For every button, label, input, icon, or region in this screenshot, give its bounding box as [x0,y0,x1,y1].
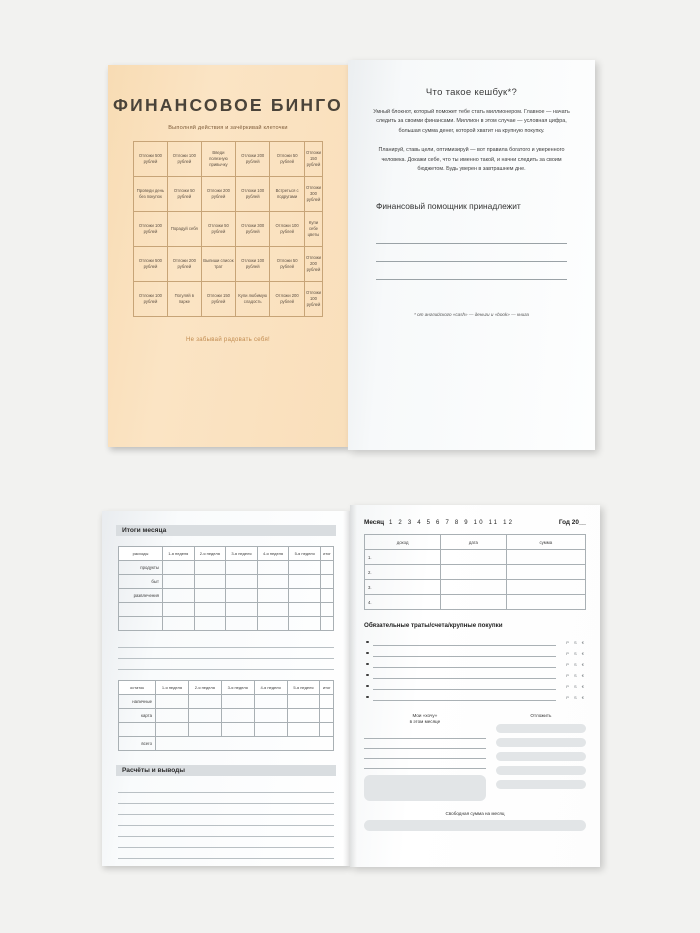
balance-col-head: 5-я неделя [287,681,320,695]
table-cell[interactable] [162,617,194,631]
table-cell[interactable] [441,580,506,595]
table-row [119,695,334,709]
table-cell[interactable] [188,695,221,709]
write-line[interactable] [373,658,557,668]
wish-line[interactable] [364,739,486,749]
expenses-col-head: 5-я неделя [289,547,321,561]
table-cell[interactable] [320,561,333,575]
table-cell[interactable] [226,575,258,589]
table-cell[interactable] [221,709,254,723]
table-row [119,737,334,751]
save-pill[interactable] [496,780,586,789]
balance-col-head: итог [320,681,334,695]
note-line[interactable] [118,815,334,826]
list-item[interactable] [364,668,586,679]
owner-label: Финансовый помощник принадлежит [376,200,521,211]
balance-row-label[interactable] [119,723,156,737]
table-cell[interactable] [156,709,189,723]
owner-line[interactable] [376,262,567,280]
table-cell[interactable] [289,617,321,631]
bingo-cell[interactable]: Погуляй в парке [167,282,201,317]
note-line[interactable] [118,804,334,815]
table-cell[interactable] [162,575,194,589]
balance-total-label: всего [119,737,156,751]
bingo-cell[interactable]: Отложи 200 рублей [236,142,270,177]
bingo-cell[interactable]: Отложи 500 рублей [134,247,168,282]
list-item[interactable] [364,679,586,690]
table-cell[interactable] [257,603,289,617]
table-cell[interactable] [320,709,334,723]
table-cell[interactable] [506,550,585,565]
income-row-label[interactable]: 3. [365,580,441,595]
save-column [496,713,586,801]
bullet-icon [366,696,369,699]
expenses-row-label[interactable] [119,603,163,617]
income-col-head: доход [365,535,441,550]
table-cell[interactable] [194,575,226,589]
table-cell[interactable] [320,603,333,617]
list-item[interactable] [364,635,586,646]
table-cell[interactable] [289,575,321,589]
table-cell[interactable] [226,561,258,575]
table-cell[interactable] [254,723,287,737]
note-line[interactable] [118,826,334,837]
income-table [364,534,586,610]
income-row-label[interactable]: 4. [365,595,441,610]
bullet-icon [366,674,369,677]
bullet-icon [366,685,369,688]
bingo-footer: Не забывай радовать себя! [185,337,271,343]
balance-row-label: карта [119,709,156,723]
expenses-row-label: быт [119,575,163,589]
wish-line[interactable] [364,759,486,769]
table-cell[interactable] [226,617,258,631]
table-cell[interactable] [226,603,258,617]
table-row [119,723,334,737]
month-label: Месяц [364,519,385,526]
table-cell[interactable] [289,589,321,603]
bingo-cell[interactable]: Отложи 500 рублей [134,142,168,177]
save-label: Отложить [530,713,552,718]
bingo-cell[interactable]: Отложи 100 рублей [134,282,168,317]
table-cell[interactable] [287,695,320,709]
save-pill[interactable] [496,752,586,761]
bingo-cell[interactable]: Отложи 200 рублей [270,282,305,317]
save-pill[interactable] [496,766,586,775]
bingo-cell[interactable]: Отложи 100 рублей [270,212,305,247]
bullet-icon [366,652,369,655]
bingo-cell[interactable]: Порадуй себя [167,212,201,247]
currency-marks: Р S € [566,651,586,656]
table-cell[interactable] [441,565,506,580]
table-cell[interactable] [156,695,189,709]
owner-line[interactable] [376,226,567,244]
left-free-lines [118,637,334,670]
income-col-head: сумма [506,535,585,550]
bullet-icon [366,641,369,644]
table-cell[interactable] [320,695,334,709]
list-item[interactable] [364,657,586,668]
table-cell[interactable] [188,709,221,723]
currency-marks: Р S € [566,662,586,667]
bingo-cell[interactable]: Отложи 200 рублей [304,247,322,282]
wish-save-row [364,713,586,801]
intro-page [348,60,595,450]
bingo-grid [133,141,323,317]
table-row [119,603,334,617]
table-cell[interactable] [162,603,194,617]
table-cell[interactable] [320,575,333,589]
bingo-cell[interactable]: Отложи 100 рублей [167,142,201,177]
table-cell[interactable] [257,617,289,631]
bingo-cell[interactable]: Отложи 50 рублей [201,212,235,247]
bingo-cell[interactable]: Встреться с подругами [270,177,305,212]
expenses-row-label: развлечения [119,589,163,603]
month-numbers[interactable]: 1 2 3 4 5 6 7 8 9 10 11 12 [389,519,515,526]
expenses-row-label[interactable] [119,617,163,631]
free-line[interactable] [118,648,334,659]
bingo-cell[interactable]: Отложи 50 рублей [270,247,305,282]
expenses-col-head: расходы [119,547,163,561]
obligatory-list [364,635,586,701]
table-cell[interactable] [194,589,226,603]
bullet-icon [366,663,369,666]
notes-band: Расчёты и выводы [116,765,336,776]
free-sum-label: Свободная сумма на месяц [445,811,505,817]
table-cell[interactable] [156,723,189,737]
table-cell[interactable] [320,617,333,631]
bingo-cell[interactable]: Купи себе цветы [304,212,322,247]
bingo-subtitle: Выполняй действия и зачёркивай клеточки [168,125,288,131]
expenses-table [118,546,334,631]
balance-col-head: 1-я неделя [156,681,189,695]
table-row [365,580,586,595]
balance-col-head: 2-я неделя [188,681,221,695]
month-summary-page [102,511,350,866]
obligatory-title: Обязательные траты/счета/крупные покупки [364,622,503,629]
list-item[interactable] [364,646,586,657]
table-cell[interactable] [441,595,506,610]
table-cell[interactable] [441,550,506,565]
table-cell[interactable] [289,561,321,575]
month-summary-band: Итоги месяца [116,525,336,536]
table-row [365,565,586,580]
balance-col-head: 4-я неделя [254,681,287,695]
owner-line[interactable] [376,244,567,262]
expenses-col-head: 4-я неделя [257,547,289,561]
bingo-cell[interactable]: Отложи 50 рублей [270,142,305,177]
table-row [119,617,334,631]
bingo-cell[interactable]: Отложи 300 рублей [236,212,270,247]
save-pill[interactable] [496,738,586,747]
currency-marks: Р S € [566,673,586,678]
bingo-cell[interactable]: Отложи 300 рублей [304,177,322,212]
expenses-col-head: 2-я неделя [194,547,226,561]
page-title: ФИНАНСОВОЕ БИНГО [113,95,343,115]
bingo-cell[interactable]: Отложи 100 рублей [304,282,322,317]
expenses-col-head: 1-я неделя [162,547,194,561]
note-line[interactable] [118,859,334,866]
note-line[interactable] [118,793,334,804]
month-header [364,519,586,526]
table-row [365,595,586,610]
month-plan-page [350,505,600,867]
wish-line[interactable] [364,749,486,759]
table-cell[interactable] [320,589,333,603]
bingo-page [108,65,348,447]
bingo-cell[interactable]: Купи любимую сладость [236,282,270,317]
free-sum-field[interactable] [364,820,586,831]
table-cell[interactable] [194,603,226,617]
year-field[interactable]: Год 20__ [558,519,586,526]
balance-col-head: остаток [119,681,156,695]
table-cell[interactable] [257,561,289,575]
table-row [119,575,334,589]
bingo-cell[interactable]: Отложи 150 рублей [304,142,322,177]
table-cell[interactable] [188,723,221,737]
bingo-cell[interactable]: Отложи 100 рублей [134,212,168,247]
save-pill[interactable] [496,724,586,733]
bingo-cell[interactable]: Отложи 200 рублей [167,247,201,282]
currency-marks: Р S € [566,640,586,645]
footnote: * от английского «cash» — деньги и «book» — книга [414,311,529,317]
balance-row-label: наличные [119,695,156,709]
spread-bottom [100,505,600,870]
table-cell[interactable] [257,575,289,589]
currency-marks: Р S € [566,684,586,689]
table-cell[interactable] [194,561,226,575]
wish-line[interactable] [364,729,486,739]
note-line[interactable] [118,837,334,848]
note-line[interactable] [118,782,334,793]
table-cell[interactable] [254,709,287,723]
spread-top [108,60,595,450]
list-item[interactable] [364,690,586,701]
table-row [119,561,334,575]
table-cell[interactable] [194,617,226,631]
table-cell[interactable] [287,723,320,737]
expenses-row-label: продукты [119,561,163,575]
wish-lines [364,729,486,769]
table-cell[interactable] [156,737,334,751]
table-cell[interactable] [162,561,194,575]
free-line[interactable] [118,659,334,670]
bingo-cell[interactable]: Отложи 100 рублей [236,247,270,282]
write-line[interactable] [373,691,557,701]
table-row [365,550,586,565]
bingo-cell[interactable]: Отложи 50 рублей [167,177,201,212]
table-cell[interactable] [226,589,258,603]
income-col-head: дата [441,535,506,550]
notes-lines [118,782,334,866]
bingo-cell[interactable]: Отложи 150 рублей [201,282,235,317]
write-line[interactable] [373,647,557,657]
table-cell[interactable] [506,580,585,595]
table-cell[interactable] [221,723,254,737]
expenses-col-head: 3-я неделя [226,547,258,561]
table-cell[interactable] [320,723,334,737]
wish-label-line1: Мои «хочу» [412,713,438,718]
table-cell[interactable] [289,603,321,617]
currency-marks: Р S € [566,695,586,700]
table-cell[interactable] [287,709,320,723]
bingo-cell[interactable]: Введи полезную привычку [201,142,235,177]
write-line[interactable] [373,669,557,679]
write-line[interactable] [373,636,557,646]
table-cell[interactable] [162,589,194,603]
wish-pill[interactable] [364,775,486,801]
bingo-cell[interactable]: Выпиши список трат [201,247,235,282]
free-line[interactable] [118,637,334,648]
note-line[interactable] [118,848,334,859]
bingo-cell[interactable]: Проведи день без покупок [134,177,168,212]
expenses-col-head: итог [320,547,333,561]
bingo-cell[interactable]: Отложи 100 рублей [236,177,270,212]
intro-paragraph-2: Планируй, ставь цели, оптимизируй — вот правила богатого и уверенного человека. Докажи себе, что ты именно такой, и начни следить за своим бюджетом. Будь уверен в завтрашнем дне. [378,147,565,173]
bingo-cell[interactable]: Отложи 200 рублей [201,177,235,212]
income-row-label[interactable]: 1. [365,550,441,565]
intro-paragraph-1: Умный блокнот, который поможет тебе стать миллионером. Главное — начать следить за своими финансами. Миллион в этом случае — условная цифра, большая сумма денег, которой хватит на крупную покупку. [373,109,570,134]
table-cell[interactable] [506,595,585,610]
balance-col-head: 3-я неделя [221,681,254,695]
wish-label-line2: в этом месяце [409,719,441,725]
table-cell[interactable] [254,695,287,709]
table-row [119,709,334,723]
balance-table [118,680,334,751]
owner-write-lines [376,226,567,280]
wish-column [364,713,486,801]
income-row-label[interactable]: 2. [365,565,441,580]
write-line[interactable] [373,680,557,690]
table-cell[interactable] [257,589,289,603]
intro-title: Что такое кешбук*? [425,87,518,98]
table-row [119,589,334,603]
table-cell[interactable] [506,565,585,580]
table-cell[interactable] [221,695,254,709]
